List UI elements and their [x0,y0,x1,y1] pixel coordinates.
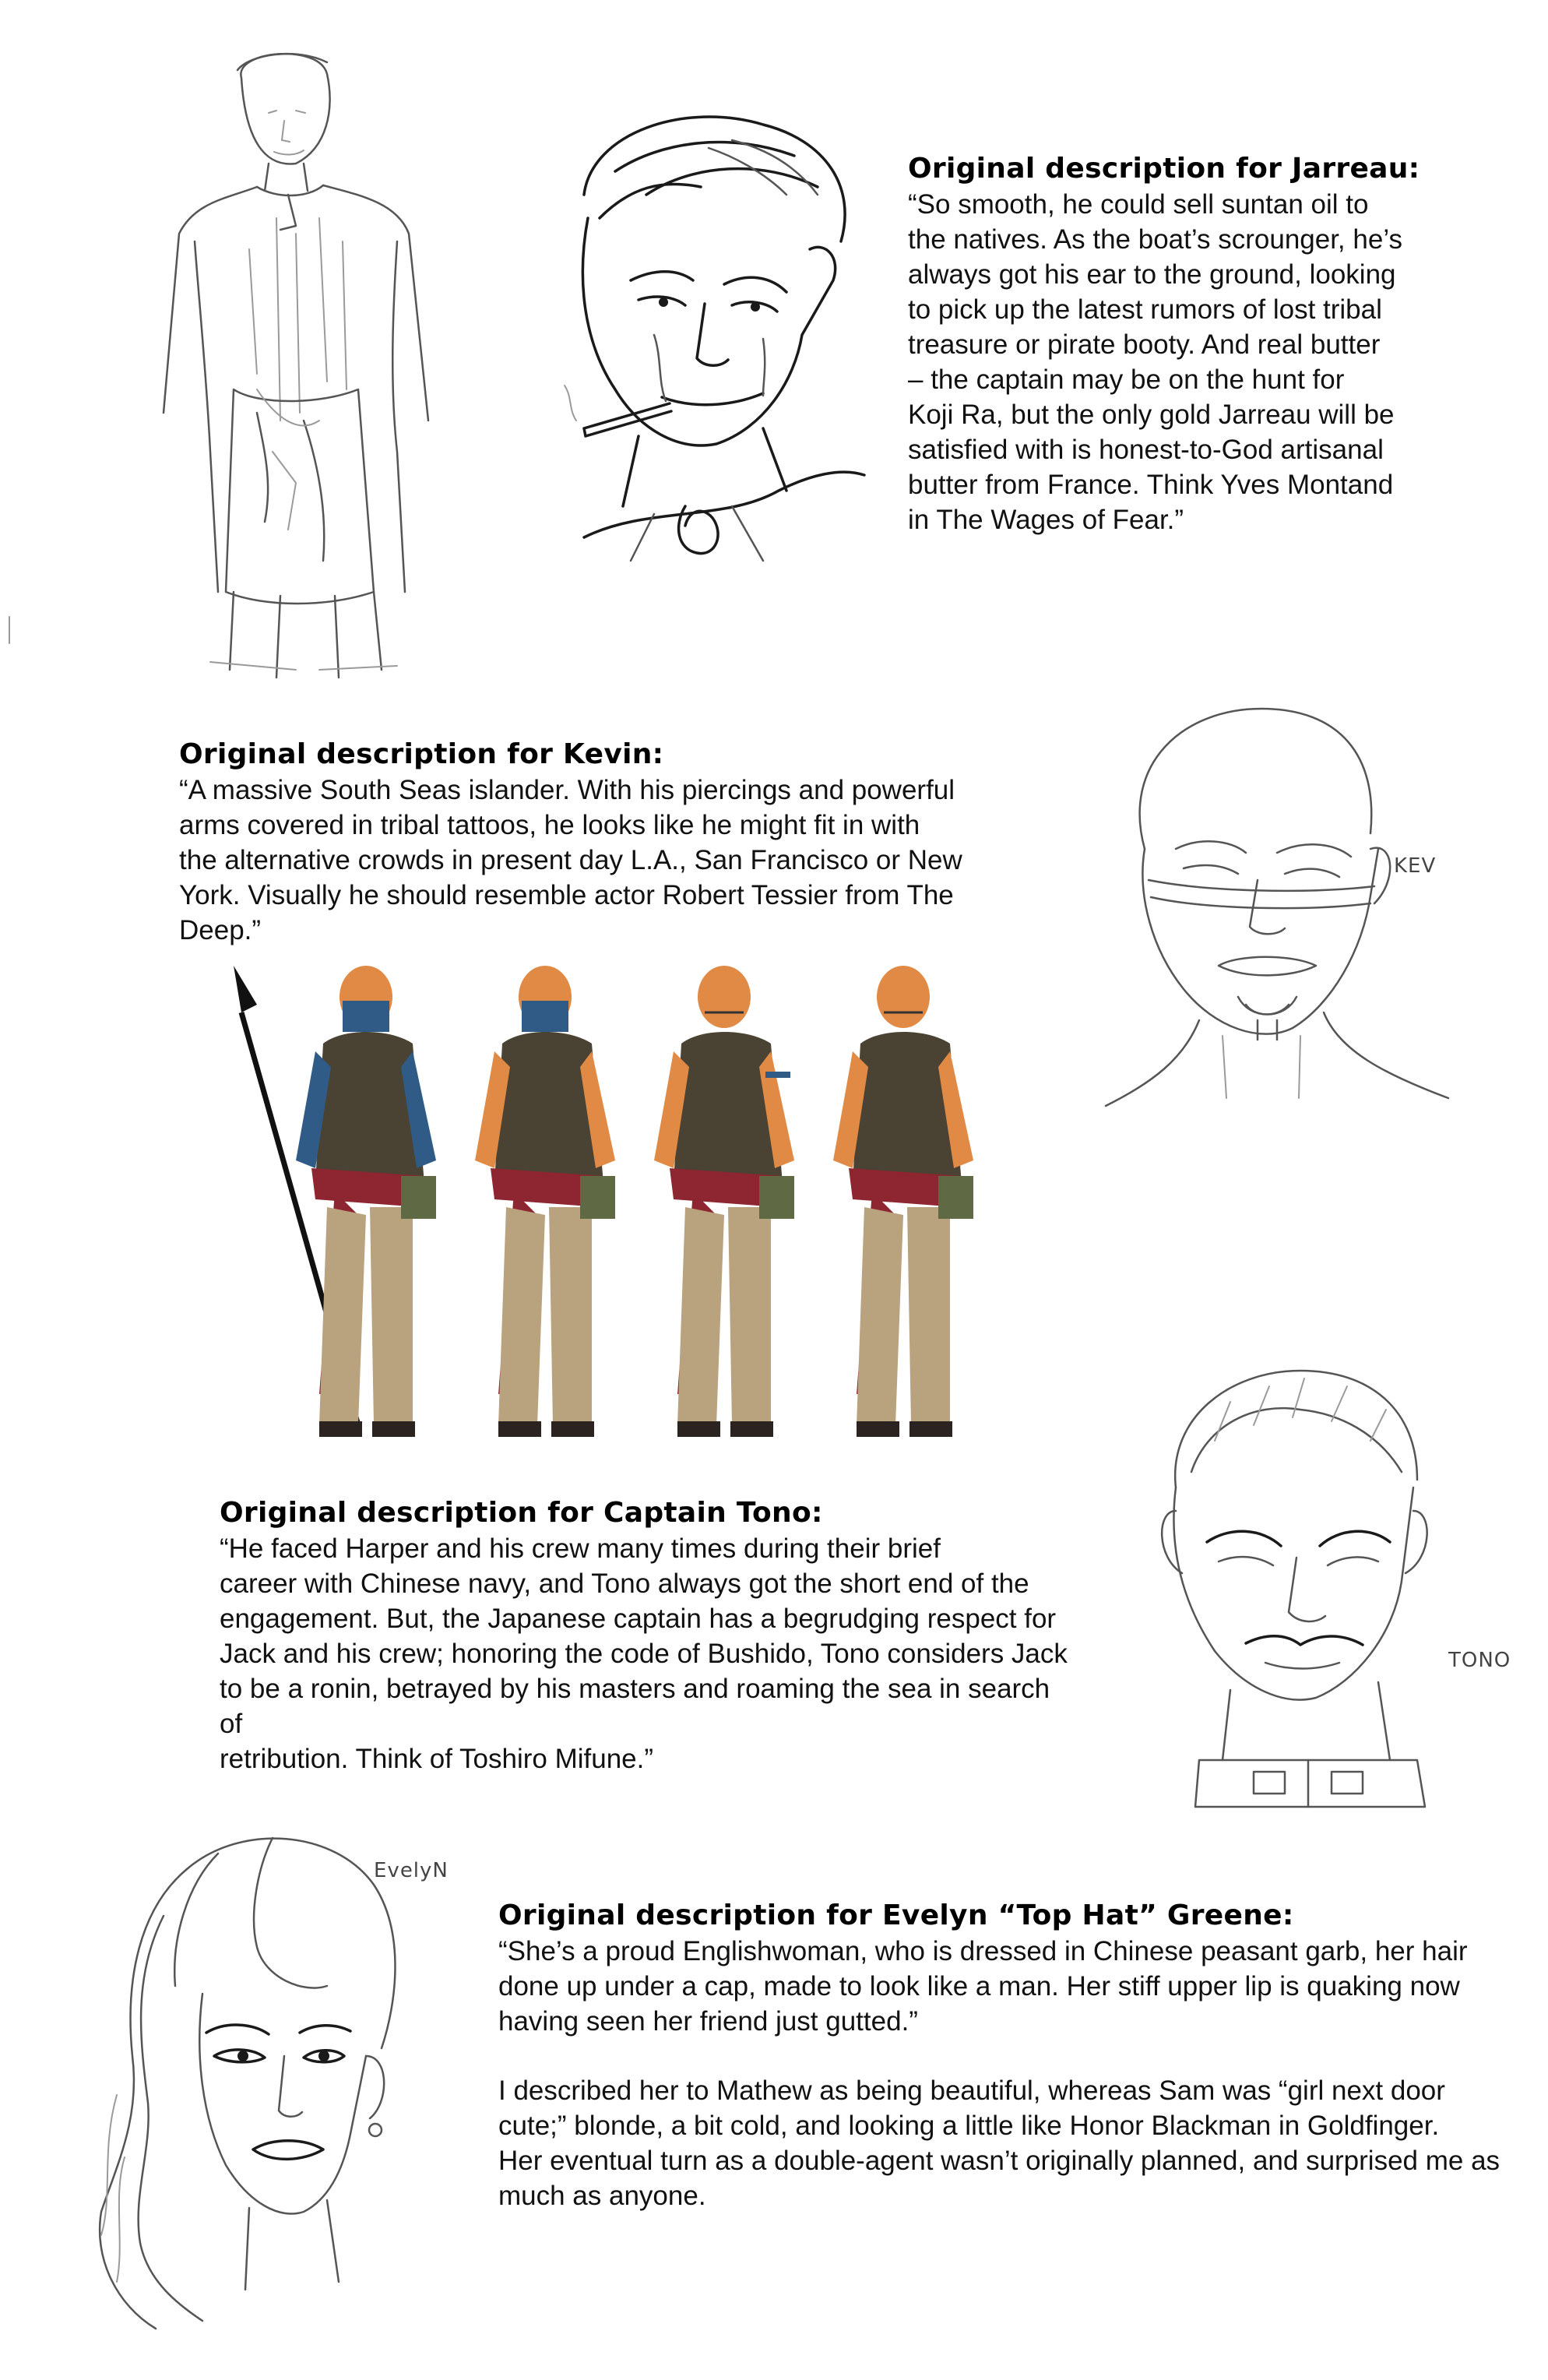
jarreau-full-body-sketch [140,47,475,685]
jarreau-body: “So smooth, he could sell suntan oil to the natives. As the boat’s scrounger, he’s always got his ear to the ground, looking to pick up the latest rumors of lost tribal treasure or pirate booty. And real butter – the captain may be on the hunt for Koji Ra, but the only gold Jarreau will be satisfied with is honest-to-God artisanal butter from France. Think Yves Montand in The Wages of Fear.” [908,189,1402,535]
evelyn-body: “She’s a proud Englishwoman, who is dressed in Chinese peasant garb, her hair done up under a cap, made to look like a man. Her stiff upper lip is quaking now having seen her friend just gutted.” [498,1936,1468,2037]
kevin-figure-2 [475,966,615,1437]
kevin-color-lineup [234,958,1059,1441]
kevin-heading: Original description for Kevin: [179,738,664,770]
jarreau-description [908,151,1500,537]
evelyn-portrait-sketch [70,1822,475,2336]
svg-text:TONO: TONO [1448,1649,1511,1672]
kevin-figure-4 [833,966,973,1437]
margin-mark [6,615,12,646]
tono-portrait-sketch [1121,1355,1511,1838]
svg-text:KEV: KEV [1394,854,1437,878]
evelyn-note: I described her to Mathew as being beautiful, whereas Sam was “girl next door cute;” blonde, a bit cold, and looking a little like Honor Blackman in Goldfinger. Her eventual turn as a double-agent wasn’t originally planned, and surprised me as much as anyone. [498,2075,1501,2211]
jarreau-portrait-sketch [529,101,919,569]
jarreau-heading: Original description for Jarreau: [908,153,1420,185]
kevin-figure-3 [654,966,794,1437]
tono-body: “He faced Harper and his crew many times during their brief career with Chinese navy, and Tono always got the short end of the engagement. But, the Japanese captain has a begrudging respect for Jack and his crew; honoring the code of Bushido, Tono considers Jack to be a ronin, betrayed by his masters and roaming the sea in search of retribution. Think of Toshiro Mifune.” [220,1533,1068,1774]
evelyn-heading: Original description for Evelyn “Top Hat” Greene: [498,1899,1294,1931]
kevin-figure-1 [296,966,436,1437]
tono-description [220,1495,1076,1776]
tono-heading: Original description for Captain Tono: [220,1497,823,1529]
kevin-portrait-sketch [1090,693,1464,1129]
evelyn-description [498,1898,1511,2213]
kevin-description [179,737,1036,948]
kevin-body: “A massive South Seas islander. With his piercings and powerful arms covered in tribal tattoos, he looks like he might fit in with the alternative crowds in present day L.A., San Francisco or New York. Visually he should resemble actor Robert Tessier from The Deep.” [179,775,962,945]
svg-text:EvelyN: EvelyN [374,1859,449,1882]
